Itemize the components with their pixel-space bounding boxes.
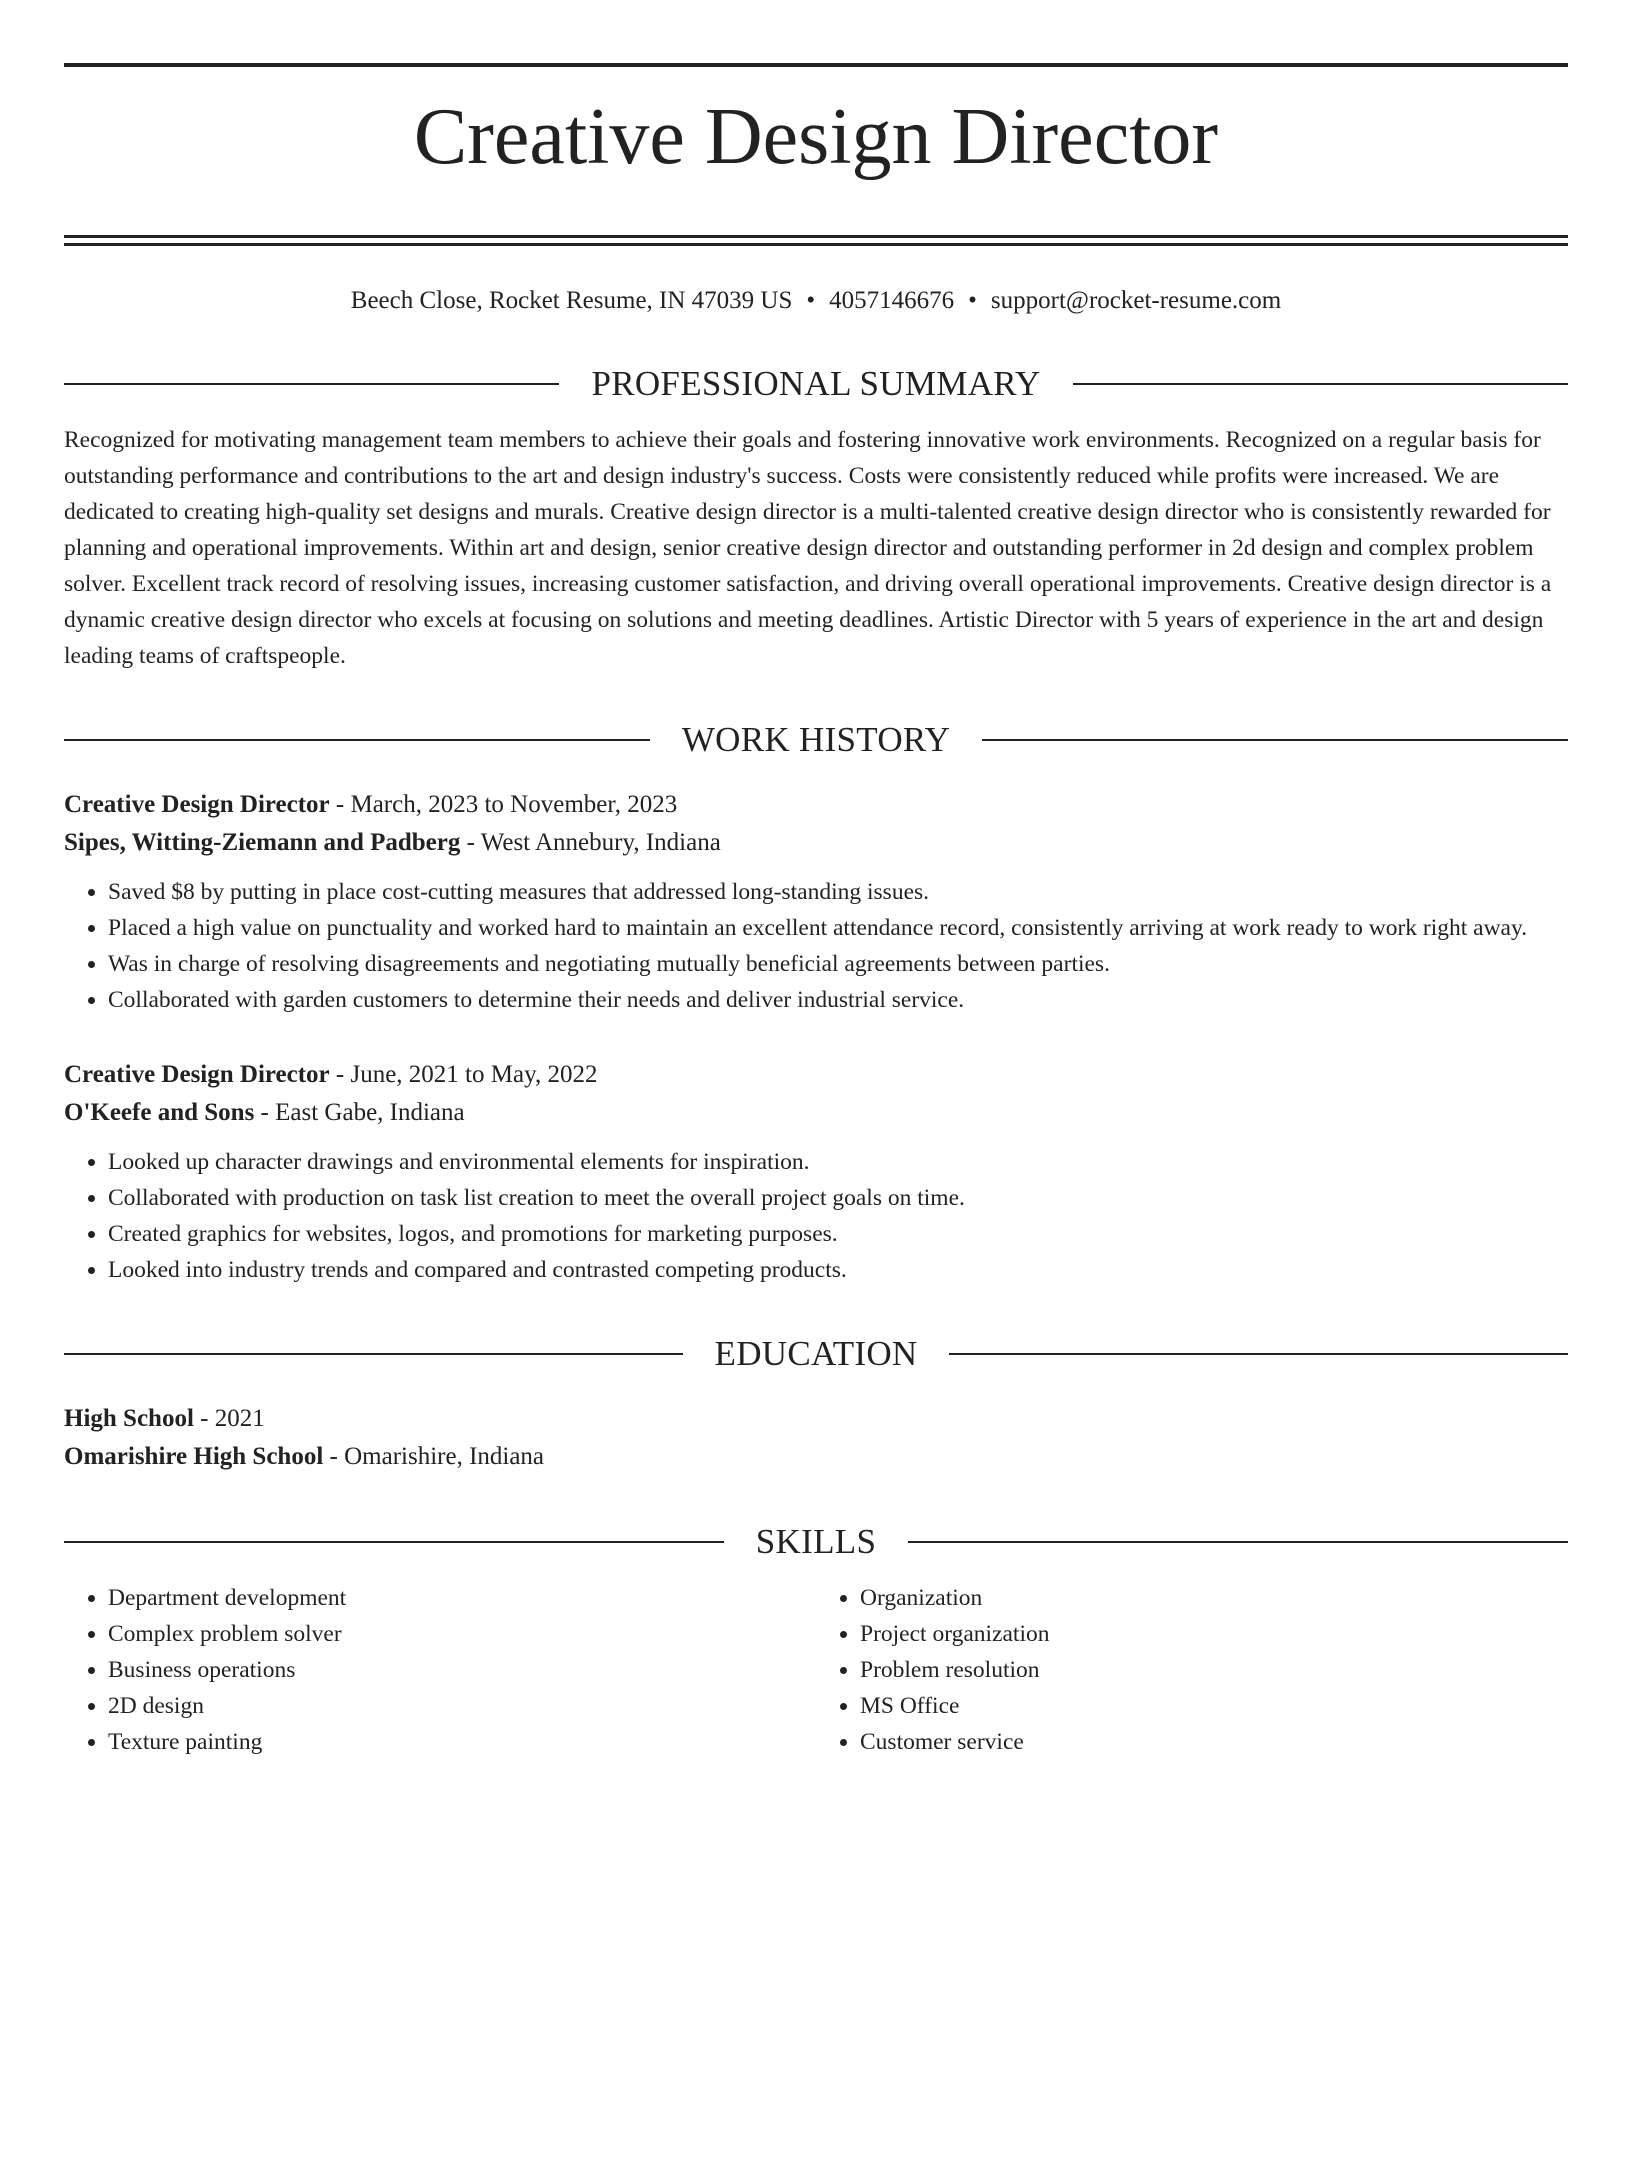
list-item: • Collaborated with production on task list creation to meet the overall project goals on time. [108, 1180, 1568, 1216]
skills-grid [64, 1580, 1568, 1760]
section-heading-skills [64, 1522, 1568, 1562]
resume-title: Creative Design Director [413, 93, 1219, 181]
skill-item: • Business operations [108, 1652, 816, 1688]
list-item: • Created graphics for websites, logos, and promotions for marketing purposes. [108, 1216, 1568, 1252]
job-title: Creative Design Director [64, 791, 330, 818]
education-entry [64, 1400, 1568, 1476]
job-bullets [64, 874, 1568, 1018]
list-item: • Saved $8 by putting in place cost-cutting measures that addressed long-standing issues. [108, 874, 1568, 910]
heading-rule [949, 1353, 1568, 1355]
section-title: PROFESSIONAL SUMMARY [591, 364, 1041, 403]
job-company: O'Keefe and Sons [64, 1099, 255, 1126]
education-school-line [64, 1438, 1568, 1476]
education-school: Omarishire High School [64, 1443, 324, 1470]
list-item: • Looked up character drawings and environmental elements for inspiration. [108, 1144, 1568, 1180]
job-location: - East Gabe, Indiana [254, 1099, 465, 1126]
heading-rule [64, 739, 650, 741]
heading-rule [64, 1541, 724, 1543]
education-year: - 2021 [193, 1405, 265, 1432]
skill-item: • Department development [108, 1580, 816, 1616]
skill-item: • MS Office [860, 1688, 1568, 1724]
job-bullets [64, 1144, 1568, 1288]
job-dates: - March, 2023 to November, 2023 [329, 791, 678, 818]
section-heading-work [64, 720, 1568, 760]
job-location: - West Annebury, Indiana [460, 829, 721, 856]
section-heading-summary [64, 364, 1568, 404]
resume-page [0, 63, 1632, 2175]
contact-phone: 4057146676 [829, 287, 955, 314]
skill-item: • Problem resolution [860, 1652, 1568, 1688]
contact-address: Beech Close, Rocket Resume, IN 47039 US [350, 287, 793, 314]
education-degree: High School [64, 1405, 194, 1432]
contact-separator: • [968, 287, 977, 314]
section-title: WORK HISTORY [681, 720, 951, 759]
skills-column-left [64, 1580, 816, 1760]
contact-email: support@rocket-resume.com [990, 287, 1282, 314]
list-item: • Placed a high value on punctuality and worked hard to maintain an excellent attendance record, consistently arriving at work ready to work right away. [108, 910, 1568, 946]
contact-line [64, 284, 1568, 318]
job-title-line [64, 1056, 1568, 1094]
heading-rule [64, 383, 559, 385]
skills-column-right [816, 1580, 1568, 1760]
list-item: • Was in charge of resolving disagreements and negotiating mutually beneficial agreements between parties. [108, 946, 1568, 982]
section-title: EDUCATION [714, 1334, 918, 1373]
education-location: - Omarishire, Indiana [323, 1443, 545, 1470]
job-company-line [64, 824, 1568, 862]
contact-separator: • [806, 287, 816, 314]
job-title-line [64, 786, 1568, 824]
summary-text: Recognized for motivating management team members to achieve their goals and fostering innovative work environments. Recognized on a regular basis for outstanding performance and contributions to the art and design industry's success. Costs were consistently reduced while profits were increased. We are dedicated to creating high-quality set designs and murals. Creative design director is a multi-talented creative design director who is consistently rewarded for planning and operational improvements. Within art and design, senior creative design director and outstanding performer in 2d design and complex problem solver. Excellent track record of resolving issues, increasing customer satisfaction, and driving overall operational improvements. Creative design director is a dynamic creative design director who excels at focusing on solutions and meeting deadlines. Artistic Director with 5 years of experience in the art and design leading teams of craftspeople. [64, 427, 1552, 669]
job-entry [64, 786, 1568, 1018]
education-degree-line [64, 1400, 1568, 1438]
heading-rule [982, 739, 1568, 741]
skill-item: • 2D design [108, 1688, 816, 1724]
job-entry [64, 1056, 1568, 1288]
skill-item: • Texture painting [108, 1724, 816, 1760]
job-title: Creative Design Director [64, 1061, 330, 1088]
skill-item: • Organization [860, 1580, 1568, 1616]
heading-rule [1073, 383, 1568, 385]
job-company-line [64, 1094, 1568, 1132]
skill-item: • Project organization [860, 1616, 1568, 1652]
section-title: SKILLS [755, 1522, 877, 1561]
list-item: • Looked into industry trends and compared and contrasted competing products. [108, 1252, 1568, 1288]
skill-item: • Customer service [860, 1724, 1568, 1760]
list-item: • Collaborated with garden customers to determine their needs and deliver industrial service. [108, 982, 1568, 1018]
heading-rule [908, 1541, 1568, 1543]
job-dates: - June, 2021 to May, 2022 [329, 1061, 598, 1088]
heading-rule [64, 1353, 683, 1355]
job-company: Sipes, Witting-Ziemann and Padberg [64, 829, 461, 856]
double-rule [64, 235, 1568, 246]
section-heading-education [64, 1334, 1568, 1374]
skill-item: • Complex problem solver [108, 1616, 816, 1652]
